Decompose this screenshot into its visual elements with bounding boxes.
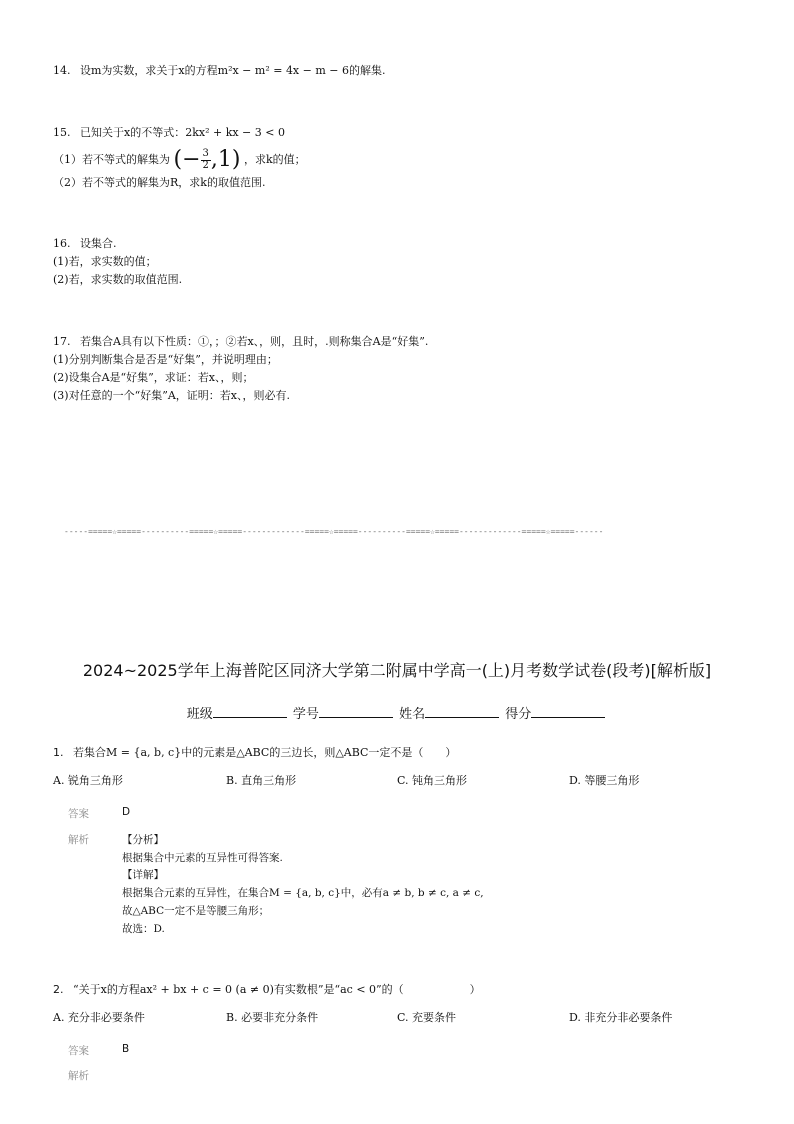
open-paren: (−: [173, 147, 201, 172]
part-text-after: ，求k的值；: [243, 153, 306, 166]
question-15-part-1: [53, 143, 306, 177]
class-label: 班级: [186, 707, 213, 722]
option-a: A. 充分非必要条件: [53, 1011, 145, 1024]
answer-label: 答案: [68, 1045, 89, 1057]
analysis-line: 【详解】: [122, 869, 164, 881]
id-label: 学号: [292, 707, 319, 722]
option-d: D. 非充分非必要条件: [569, 1011, 673, 1024]
option-c: C. 充要条件: [397, 1011, 457, 1024]
question-15: [53, 126, 285, 140]
score-label: 得分: [505, 707, 532, 722]
fraction-numerator: 3: [202, 148, 209, 159]
analysis-line: 故选：D.: [122, 923, 165, 935]
fraction-denominator: 2: [202, 159, 209, 171]
question-16-part-1: (1)若，求实数的值；: [53, 255, 157, 268]
student-info-line: [0, 703, 794, 722]
answer-label: 答案: [68, 808, 89, 820]
question-number: 14.: [53, 64, 71, 77]
analysis-label: 解析: [68, 1070, 89, 1082]
question-stem: 若集合A具有以下性质：①，；②若x、，则，且时，.则称集合A是“好集”.: [80, 335, 429, 348]
question-17-part-3: (3)对任意的一个“好集”A，证明：若x、，则必有.: [53, 389, 290, 402]
analysis-line: 根据集合元素的互异性，在集合M = {a, b, c}中，必有a ≠ b, b ≠ c, a ≠ c,: [122, 887, 484, 899]
question-stem: 已知关于x的不等式：2kx² + kx − 3 < 0: [80, 126, 285, 139]
problem-2: [53, 983, 481, 997]
question-text: 设m为实数，求关于x的方程m²x − m² = 4x − m − 6的解集.: [80, 64, 386, 77]
problem-stem: “关于x的方程ax² + bx + c = 0 (a ≠ 0)有实数根”是“ac < 0”的（ ）: [73, 983, 481, 996]
question-17-part-2: (2)设集合A是“好集”，求证：若x、，则；: [53, 371, 254, 384]
option-d: D. 等腰三角形: [569, 774, 640, 787]
analysis-line: 故△ABC一定不是等腰三角形；: [122, 905, 270, 917]
question-17: [53, 335, 428, 349]
problem-number: 1.: [53, 746, 64, 759]
problem-number: 2.: [53, 983, 64, 996]
question-number: 17.: [53, 335, 71, 348]
part-text: （2）若不等式的解集为R，求k的取值范围.: [53, 176, 266, 189]
section-divider: -----=====☆=====----------=====☆=====-------------=====☆=====----------=====☆=====-------------=====☆=====------: [64, 527, 604, 536]
analysis-line: 【分析】: [122, 834, 164, 846]
class-blank: [213, 706, 287, 718]
question-17-part-1: (1)分别判断集合是否是“好集”，并说明理由；: [53, 353, 278, 366]
score-blank: [531, 706, 605, 718]
analysis-label: 解析: [68, 834, 89, 846]
question-14: [53, 64, 386, 78]
name-label: 姓名: [399, 707, 426, 722]
id-blank: [319, 706, 393, 718]
name-blank: [425, 706, 499, 718]
option-a: A. 锐角三角形: [53, 774, 123, 787]
problem-stem: 若集合M = {a, b, c}中的元素是△ABC的三边长，则△ABC一定不是（ ）: [73, 746, 457, 759]
answer-value: D: [122, 806, 131, 818]
question-16-part-2: (2)若，求实数的取值范围.: [53, 273, 183, 286]
question-number: 16.: [53, 237, 71, 250]
problem-1: [53, 746, 456, 760]
option-c: C. 钝角三角形: [397, 774, 468, 787]
analysis-line: 根据集合中元素的互异性可得答案.: [122, 852, 283, 864]
question-number: 15.: [53, 126, 71, 139]
question-16: [53, 237, 117, 251]
close-paren: ,1): [210, 147, 241, 172]
answer-value: B: [122, 1043, 130, 1055]
part-text: （1）若不等式的解集为: [53, 153, 170, 166]
exam-title: 2024~2025学年上海普陀区同济大学第二附属中学高一(上)月考数学试卷(段考)[解析版]: [82, 661, 712, 680]
fraction: [201, 149, 211, 171]
question-stem: 设集合.: [80, 237, 117, 250]
option-b: B. 必要非充分条件: [226, 1011, 319, 1024]
question-15-part-2: [53, 176, 265, 190]
option-b: B. 直角三角形: [226, 774, 297, 787]
